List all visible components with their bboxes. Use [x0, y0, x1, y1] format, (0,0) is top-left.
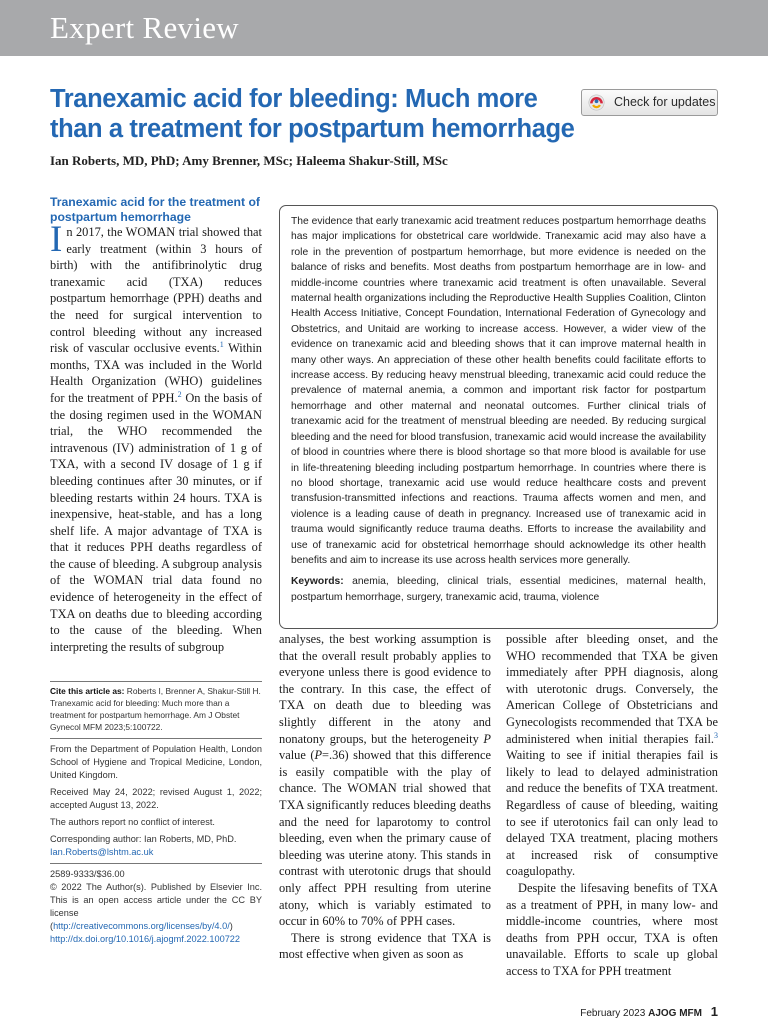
- body-text: There is strong evidence that TXA is most effective when given as soon as: [279, 930, 491, 962]
- divider: [50, 738, 262, 739]
- section-heading: Tranexamic acid for the treatment of postpartum hemorrhage: [50, 195, 260, 224]
- footer-journal: AJOG MFM: [648, 1008, 702, 1019]
- issn: 2589-9333/$36.00: [50, 869, 125, 879]
- doi-link[interactable]: http://dx.doi.org/10.1016/j.ajogmf.2022.100722: [50, 934, 241, 944]
- page-footer: [0, 1004, 718, 1019]
- body-text: n 2017, the WOMAN trial showed that early treatment (within 3 hours of birth) with the antifibrinolytic drug tranexamic acid (TXA) reduces postpartum hemorrhage (PPH) deaths and the need for surgical intervention to control bleeding without any increased risk of vascular occlusive events.: [50, 225, 262, 356]
- italic-p: P: [314, 748, 323, 763]
- affiliation-block: [50, 743, 262, 950]
- check-updates-icon: [588, 94, 605, 111]
- body-column-middle: [279, 631, 491, 963]
- body-text: =.36) showed that this difference is easily compatible with the play of chance. The WOMAN trial showed that TXA significantly reduces bleeding deaths and the need for laparotomy to control bleeding, even when the primary cause of bleeding was uterine atony. This stands in contrast with uterotonic drugs that should only affect PPH resulting from uterine atony, which is variably estimated to occur in 60% to 70% of PPH cases.: [279, 748, 491, 929]
- body-text: Waiting to see if initial therapies fail is likely to lead to delayed administration and reduce the benefits of TXA treatment. Regardless of cause of bleeding, waiting to see if uterotonics fail can only lead to delayed TXA treatment, placing mothers at increased risk of consumptive coagulopathy.: [506, 748, 718, 879]
- body-text: value (: [279, 748, 315, 763]
- license-text-end: ): [229, 921, 233, 931]
- reference-link[interactable]: 1: [219, 340, 224, 350]
- italic-p: P: [483, 731, 491, 746]
- keywords-label: Keywords:: [291, 576, 344, 588]
- conflict-statement: The authors report no conflict of interest.: [50, 817, 215, 827]
- body-text: analyses, the best working assumption is that the overall result probably applies to everyone unless there is good evidence to the contrary. In this case, the effect of TXA on death due to bleeding was slightly different in the atony and nonatony groups, but the heterogeneity: [279, 632, 491, 746]
- abstract-text: The evidence that early tranexamic acid treatment reduces postpartum hemorrhage deaths has major implications for obstetrical care worldwide. Tranexamic acid may also have a role in the prevention of postpartum hemorrhage, but more evidence is needed on the balance of risks and benefits. Most deaths from postpartum hemorrhage are in low- and middle-income countries where tranexamic acid treatment is often unavailable. Several maternal health organizations including the Reproductive Health Supplies Coalition, Clinton Health Access Initiative, Concept Foundation, International Federation of Gynecology and Obstetrics, and Unitaid are working to increase access. However, a wider view of the evidence on tranexamic acid and bleeding shows that it can improve maternal health in many other ways. An appreciation of these other health benefits could facilitate efforts to increase access. By reducing heavy menstrual bleeding, tranexamic acid could reduce the prevalence of maternal anemia, a common and important risk factor for postpartum hemorrhage and other maternal and neonatal outcomes. Further clinical trials of tranexamic acid for the treatment of menstrual bleeding are needed. By reducing surgical bleeding and the need for blood transfusion, tranexamic acid would increase the availability of blood in countries where there is blood shortage so that more blood is available for use in life-threatening bleeding including postpartum hemorrhage. In countries where there is no blood shortage, tranexamic acid use would reduce healthcare costs and prevent transfusion-transmitted infections and reactions. Trauma affects women and men, and violence is a leading cause of death in pregnancy. Increased use of tranexamic acid in trauma would significantly reduce trauma deaths. Efforts to increase the availability and use of tranexamic acid for obstetrical hemorrhage should acknowledge its other health benefits and aim to increase its use across health services more generally.: [291, 216, 706, 566]
- body-column-left: [50, 219, 263, 666]
- citation-text: Roberts I, Brenner A, Shakur-Still H. Tranexamic acid for bleeding: Much more than a treatment for postpartum hemorrhage. Am J Obstet Gynecol MFM 2023;5:100722.: [50, 686, 261, 732]
- keywords-line: [291, 574, 706, 605]
- license-text: © 2022 The Author(s). Published by Elsevier Inc. This is an open access article under the CC BY license (: [50, 882, 262, 931]
- body-text: Despite the lifesaving benefits of TXA as a treatment of PPH, in many low- and middle-income countries, where most deaths from PPH occur, TXA is often unavailable. Efforts to scale up global access to TXA for PPH treatment: [506, 880, 718, 978]
- page-number: 1: [710, 1004, 718, 1019]
- check-for-updates-button[interactable]: [581, 89, 718, 116]
- keywords-text: anemia, bleeding, clinical trials, essential medicines, maternal health, postpartum hemorrhage, surgery, tranexamic acid, trauma, violence: [291, 576, 706, 603]
- drop-cap: I: [50, 219, 63, 260]
- author-list: Ian Roberts, MD, PhD; Amy Brenner, MSc; Haleema Shakur-Still, MSc: [50, 153, 448, 168]
- reference-link[interactable]: 3: [714, 730, 718, 740]
- body-text: On the basis of the dosing regimen used in the WOMAN trial, the WHO recommended the intravenous (IV) administration of 1 g of TXA, with a second IV dosage of 1 g if bleeding continues after 30 minutes, or if bleeding restarts within 24 hours. TXA is inexpensive, heat-stable, and has a long shelf life. A major advantage of TXA is that it reduces PPH deaths regardless of the cause of bleeding. A subgroup analysis of the WOMAN trial data found no evidence of heterogeneity in the effect of TXA on deaths due to bleeding according to the cause of the bleeding. When interpreting the results of subgroup: [50, 390, 262, 654]
- body-text: Within months, TXA was included in the World Health Organization (WHO) guidelines for the treatment of PPH.: [50, 341, 263, 405]
- footer-date: February 2023: [580, 1008, 646, 1019]
- corresponding-author: Corresponding author: Ian Roberts, MD, PhD.: [50, 834, 237, 844]
- license-link[interactable]: http://creativecommons.org/licenses/by/4.0/: [53, 921, 230, 931]
- section-label: Expert Review: [50, 10, 239, 45]
- reference-link[interactable]: 2: [177, 389, 182, 399]
- check-updates-label: Check for updates: [614, 95, 716, 109]
- citation-label: Cite this article as:: [50, 686, 125, 696]
- email-link[interactable]: Ian.Roberts@lshtm.ac.uk: [50, 847, 154, 857]
- body-column-right: [506, 631, 718, 978]
- received-dates: Received May 24, 2022; revised August 1, 2022; accepted August 13, 2022.: [50, 787, 262, 810]
- affiliation-from: From the Department of Population Health, London School of Hygiene and Tropical Medicine, London, United Kingdom.: [50, 744, 262, 780]
- header-band: [0, 0, 768, 56]
- body-text: possible after bleeding onset, and the WHO recommended that TXA be given immediately after PPH diagnosis, along with uterotonic drugs. Conversely, the American College of Obstetricians and Gynecologists recommended that TXA be administered when initial therapies fail.: [506, 632, 718, 746]
- article-title: Tranexamic acid for bleeding: Much more than a treatment for postpartum hemorrhage: [50, 85, 575, 143]
- abstract-box: [279, 205, 718, 629]
- citation-block: [50, 681, 262, 733]
